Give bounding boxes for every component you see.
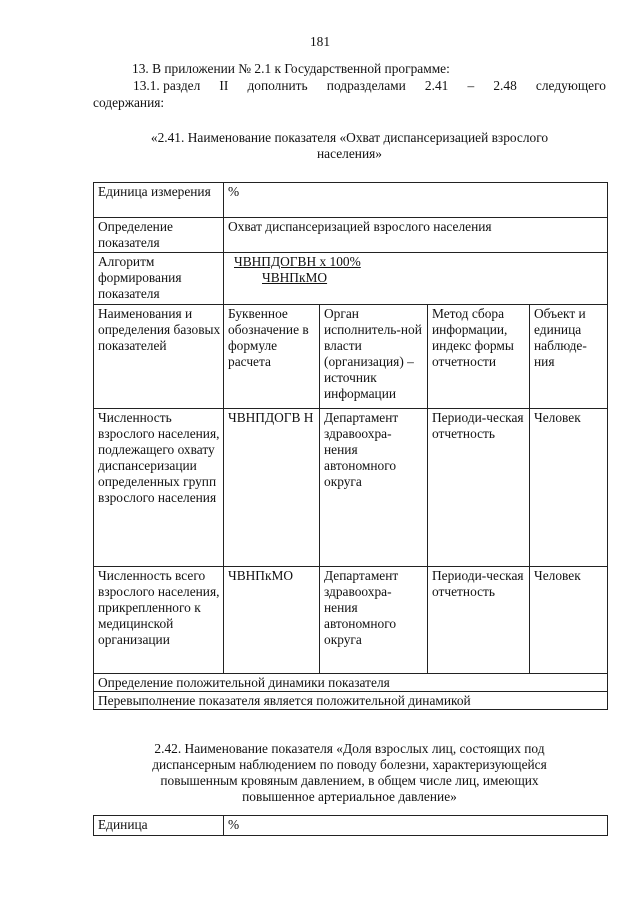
base-method: Периоди-ческая отчетность [428,567,530,674]
base-header-source: Орган исполнитель-ной власти (организация) – источник информации [320,305,428,409]
section-241-heading-line: «2.41. Наименование показателя «Охват диспансеризацией взрослого [150,130,549,145]
base-name: Численность взрослого населения, подлежащего охвату диспансеризации определенных групп взрослого населения [94,409,224,567]
section-241-heading [93,130,606,162]
section-242-heading-line: повышенным кровяным давлением, в общем числе лиц, имеющих [160,773,539,788]
base-unit: Человек [530,567,608,674]
intro-word: 2.41 [424,78,449,93]
intro-paragraph-3: содержания: [93,95,165,110]
formula-numerator: ЧВНПДОГВН х 100% [234,254,361,269]
section-241-heading-line: населения» [317,146,382,161]
intro-word: следующего [535,78,606,93]
indicator-table-241 [93,182,608,710]
section-242-heading-line: диспансерным наблюдением по поводу болезни, характеризующейся [152,757,547,772]
dynamics-value: Перевыполнение показателя является положительной динамикой [94,692,608,710]
formula-cell [224,253,608,305]
dynamics-label: Определение положительной динамики показателя [94,674,608,692]
unit-label: Единица [94,816,224,836]
formula [228,254,361,286]
intro-word: 13.1. раздел [133,78,201,93]
intro-paragraph-1: 13. В приложении № 2.1 к Государственной программе: [132,61,450,76]
intro-word: дополнить [247,78,308,93]
base-header-symbol: Буквенное обозначение в формуле расчета [224,305,320,409]
intro-word: – [467,78,475,93]
base-header-method: Метод сбора информации, индекс формы отчетности [428,305,530,409]
definition-value: Охват диспансеризацией взрослого населения [224,218,608,253]
table-row [94,567,608,674]
definition-label: Определение показателя [94,218,224,253]
base-symbol: ЧВНПДОГВ Н [224,409,320,567]
base-header-name: Наименования и определения базовых показателей [94,305,224,409]
unit-value: % [224,183,608,218]
base-symbol: ЧВНПкМО [224,567,320,674]
section-242-heading [93,741,606,805]
section-242-heading-line: повышенное артериальное давление» [242,789,457,804]
base-unit: Человек [530,409,608,567]
intro-word: II [219,78,229,93]
section-242-heading-line: 2.42. Наименование показателя «Доля взрослых лиц, состоящих под [154,741,545,756]
base-source: Департамент здравоохра-нения автономного округа [320,409,428,567]
algorithm-label: Алгоритм формирования показателя [94,253,224,305]
page-number: 181 [309,34,331,49]
table-row [94,409,608,567]
unit-value: % [224,816,608,836]
base-header-unit: Объект и единица наблюде-ния [530,305,608,409]
formula-denominator: ЧВНПкМО [262,270,328,285]
base-source: Департамент здравоохра-нения автономного округа [320,567,428,674]
base-name: Численность всего взрослого населения, прикрепленного к медицинской организации [94,567,224,674]
base-method: Периоди-ческая отчетность [428,409,530,567]
intro-word: подразделами [326,78,406,93]
intro-word: 2.48 [493,78,517,93]
intro-paragraph-2 [133,78,606,94]
unit-label: Единица измерения [94,183,224,218]
indicator-table-242 [93,815,608,836]
